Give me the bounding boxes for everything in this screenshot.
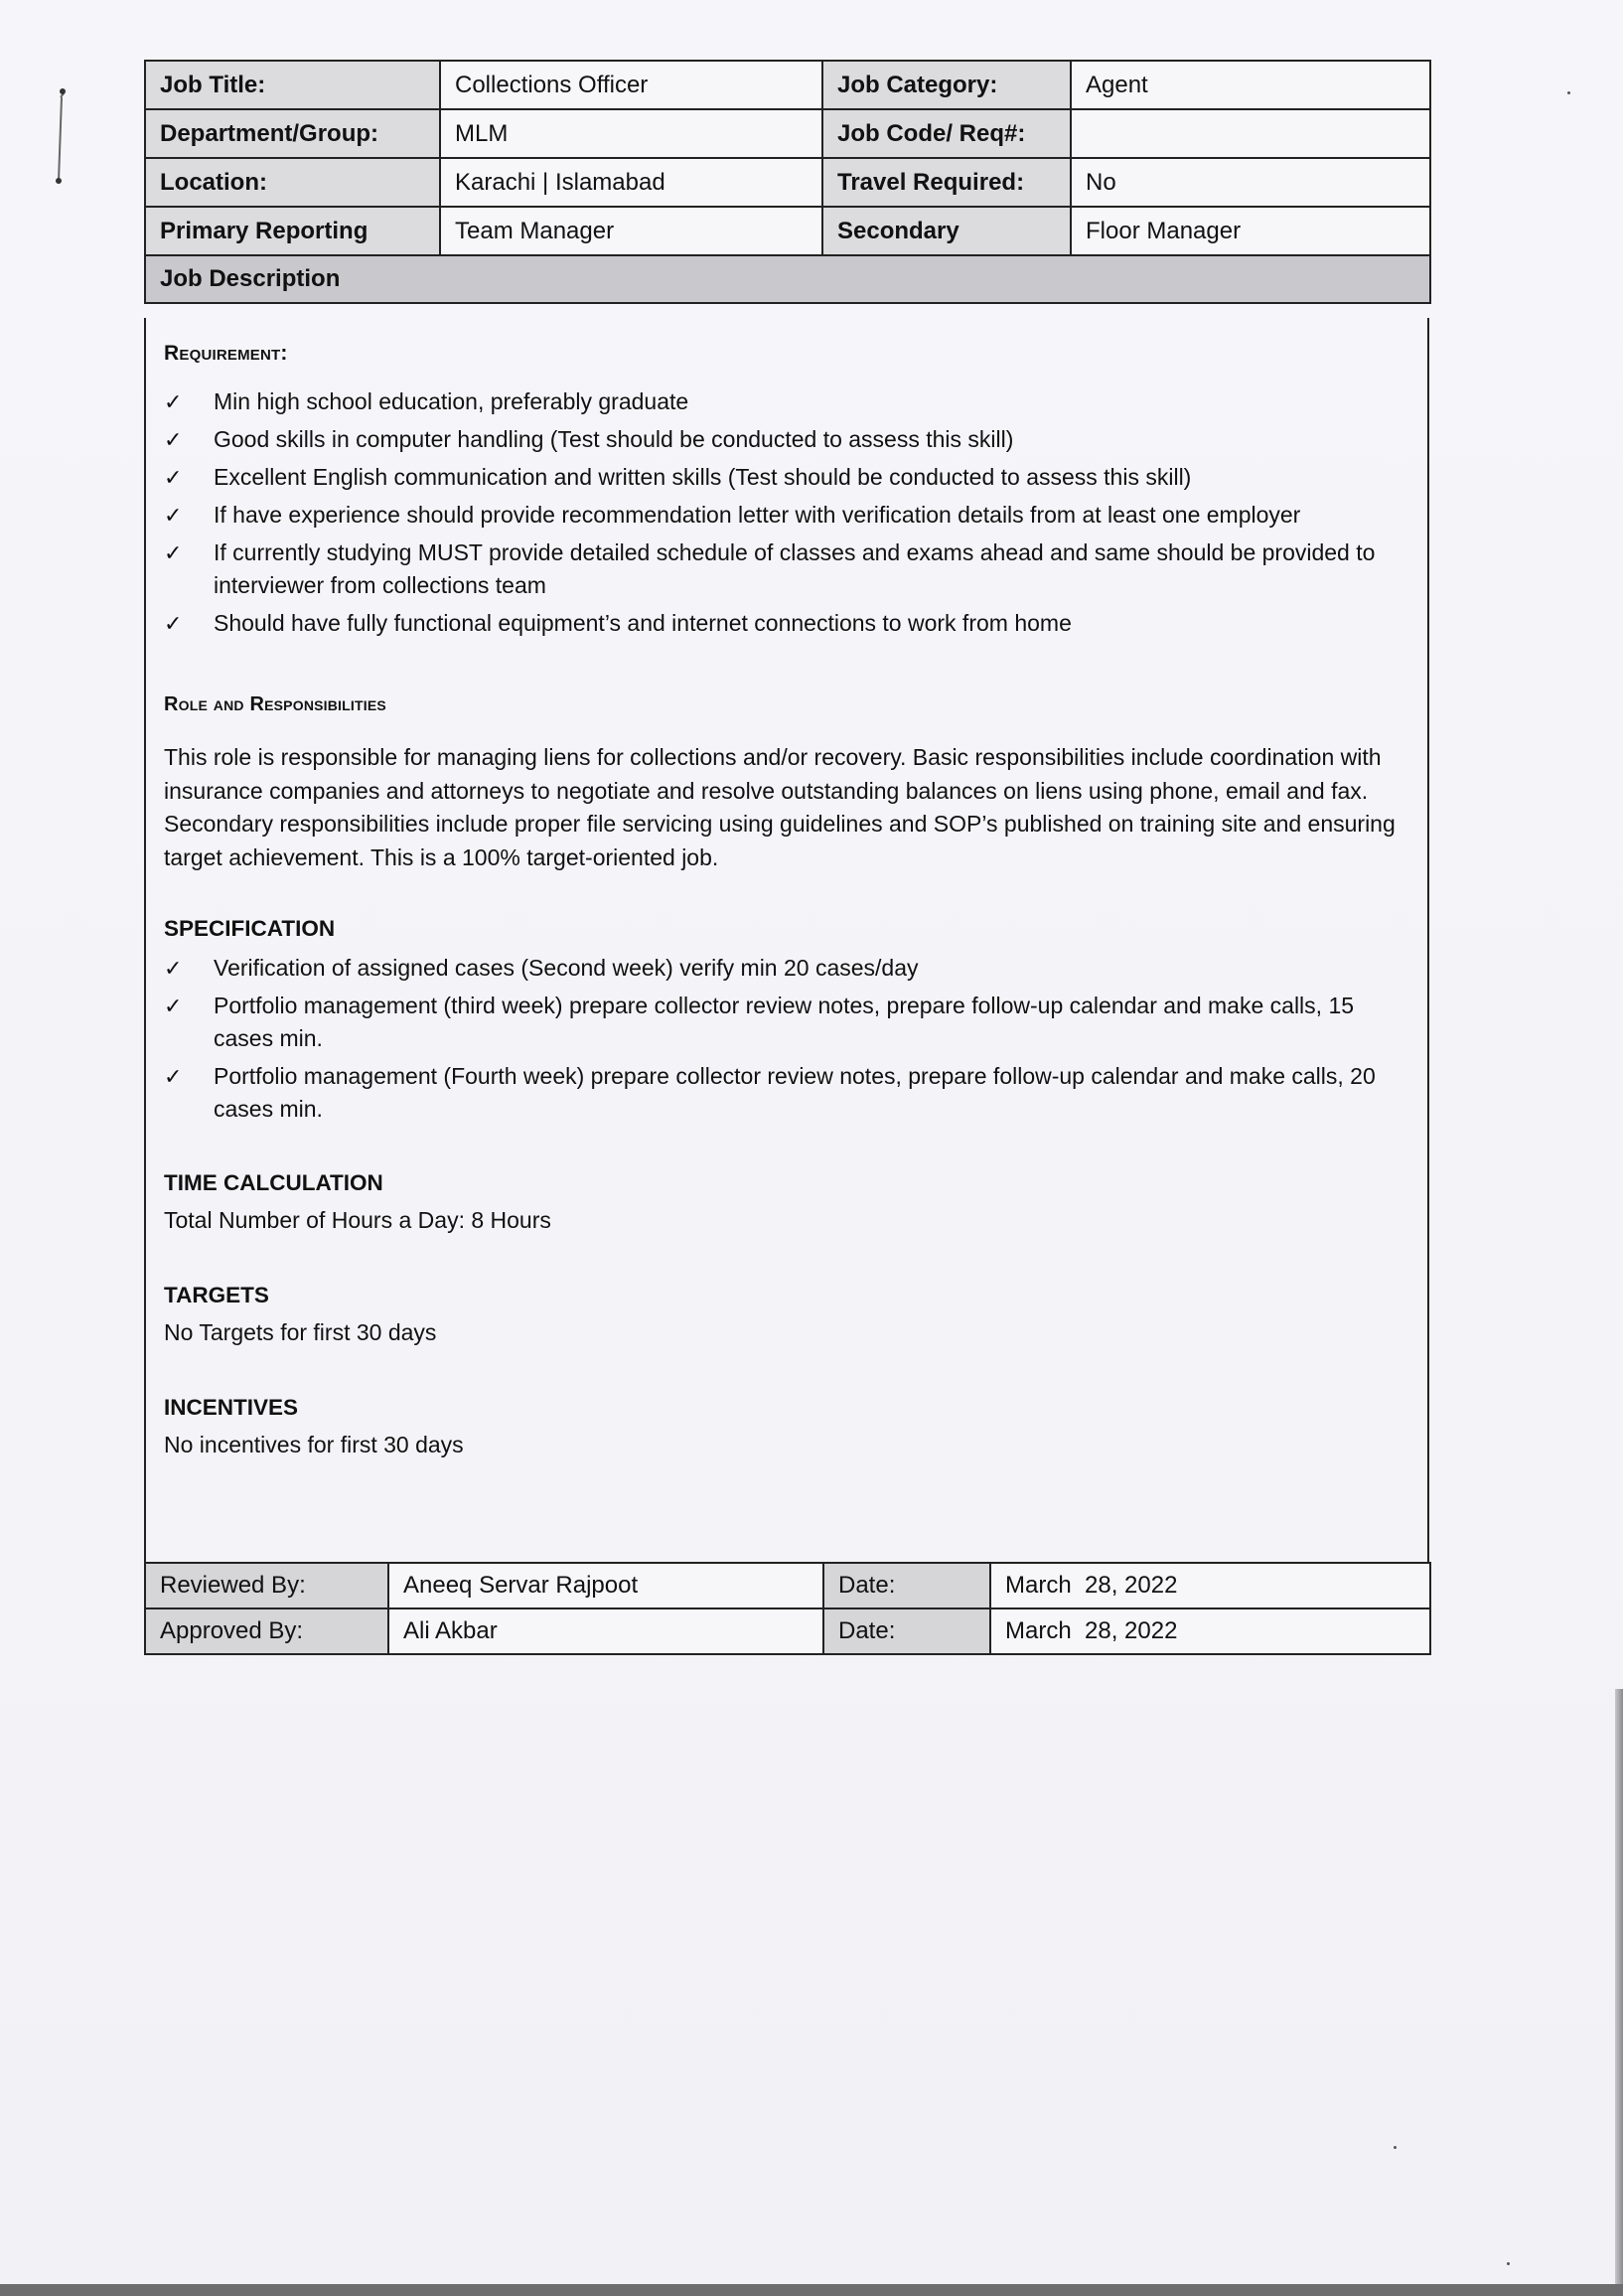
checkmark-icon: ✓	[164, 611, 183, 636]
specification-list	[164, 952, 1405, 1126]
reviewed-by-label: Reviewed By:	[145, 1563, 388, 1608]
review-date-value: March 28, 2022	[990, 1563, 1430, 1608]
specification-text: Portfolio management (third week) prepare collector review notes, prepare follow-up calendar and make calls, 15 cases min.	[214, 993, 1355, 1051]
scan-edge-bottom	[0, 2284, 1623, 2296]
targets-text: No Targets for first 30 days	[164, 1319, 437, 1345]
scan-speck	[1567, 91, 1570, 94]
job-code-label: Job Code/ Req#:	[822, 109, 1071, 158]
location-label: Location:	[145, 158, 440, 207]
specification-item	[164, 952, 1405, 985]
specification-heading: SPECIFICATION	[164, 916, 336, 941]
primary-reporting-value: Team Manager	[440, 207, 822, 255]
requirement-text: If currently studying MUST provide detailed schedule of classes and exams ahead and same should be provided to interviewer from collections team	[214, 539, 1376, 598]
requirement-heading: Requirement:	[164, 342, 288, 365]
specification-text: Verification of assigned cases (Second week) verify min 20 cases/day	[214, 955, 919, 981]
requirement-list	[164, 385, 1405, 640]
signoff-row	[145, 1563, 1430, 1608]
department-label: Department/Group:	[145, 109, 440, 158]
job-title-label: Job Title:	[145, 61, 440, 109]
signoff-row	[145, 1608, 1430, 1654]
specification-item	[164, 1060, 1405, 1126]
incentives-heading: INCENTIVES	[164, 1395, 299, 1420]
primary-reporting-label: Primary Reporting	[145, 207, 440, 255]
job-info-row	[145, 109, 1430, 158]
requirement-text: If have experience should provide recommendation letter with verification details from at least one employer	[214, 502, 1301, 528]
checkmark-icon: ✓	[164, 540, 183, 565]
requirement-item	[164, 536, 1405, 602]
secondary-reporting-label: Secondary	[822, 207, 1071, 255]
job-description-title: Job Description	[145, 255, 1430, 303]
job-description-body	[144, 318, 1429, 1562]
secondary-reporting-value: Floor Manager	[1071, 207, 1430, 255]
specification-item	[164, 990, 1405, 1055]
checkmark-icon: ✓	[164, 994, 183, 1018]
job-info-row	[145, 158, 1430, 207]
requirement-text: Should have fully functional equipment’s and internet connections to work from home	[214, 610, 1072, 636]
requirement-text: Excellent English communication and written skills (Test should be conducted to assess this skill)	[214, 464, 1192, 490]
approved-by-label: Approved By:	[145, 1608, 388, 1654]
approved-by-value: Ali Akbar	[388, 1608, 823, 1654]
requirement-item	[164, 385, 1405, 418]
signoff-table	[144, 1562, 1431, 1655]
requirement-item	[164, 423, 1405, 456]
travel-required-value: No	[1071, 158, 1430, 207]
incentives-text: No incentives for first 30 days	[164, 1432, 464, 1457]
roles-heading: Role and Responsibilities	[164, 693, 386, 715]
job-info-table	[144, 60, 1431, 304]
job-description-header-row	[145, 255, 1430, 303]
checkmark-icon: ✓	[164, 956, 183, 981]
job-category-value: Agent	[1071, 61, 1430, 109]
time-calculation-heading: TIME CALCULATION	[164, 1170, 383, 1195]
approval-date-value: March 28, 2022	[990, 1608, 1430, 1654]
job-category-label: Job Category:	[822, 61, 1071, 109]
checkmark-icon: ✓	[164, 465, 183, 490]
job-code-value	[1071, 109, 1430, 158]
requirement-text: Good skills in computer handling (Test should be conducted to assess this skill)	[214, 426, 1014, 452]
review-date-label: Date:	[823, 1563, 990, 1608]
scan-edge-right	[1615, 1689, 1623, 2296]
staple-mark-icon	[54, 85, 70, 189]
checkmark-icon: ✓	[164, 389, 183, 414]
approval-date-label: Date:	[823, 1608, 990, 1654]
job-info-row	[145, 207, 1430, 255]
requirement-item	[164, 461, 1405, 494]
specification-text: Portfolio management (Fourth week) prepare collector review notes, prepare follow-up calendar and make calls, 20 cases min.	[214, 1063, 1376, 1122]
job-title-value: Collections Officer	[440, 61, 822, 109]
scan-speck	[1394, 2146, 1397, 2149]
roles-paragraph: This role is responsible for managing liens for collections and/or recovery. Basic responsibilities include coordination with insurance companies and attorneys to negotiate and resolve outstanding balances on liens using phone, email and fax. Secondary responsibilities include proper file servicing using guidelines and SOP’s published on training site and ensuring target achievement. This is a 100% target-oriented job.	[164, 744, 1396, 870]
reviewed-by-value: Aneeq Servar Rajpoot	[388, 1563, 823, 1608]
requirement-item	[164, 607, 1405, 640]
requirement-text: Min high school education, preferably graduate	[214, 388, 689, 414]
requirement-item	[164, 499, 1405, 532]
time-calculation-text: Total Number of Hours a Day: 8 Hours	[164, 1207, 551, 1233]
checkmark-icon: ✓	[164, 427, 183, 452]
scan-speck	[1507, 2262, 1510, 2265]
location-value: Karachi | Islamabad	[440, 158, 822, 207]
job-info-row	[145, 61, 1430, 109]
travel-required-label: Travel Required:	[822, 158, 1071, 207]
targets-heading: TARGETS	[164, 1283, 269, 1307]
checkmark-icon: ✓	[164, 503, 183, 528]
checkmark-icon: ✓	[164, 1064, 183, 1089]
department-value: MLM	[440, 109, 822, 158]
